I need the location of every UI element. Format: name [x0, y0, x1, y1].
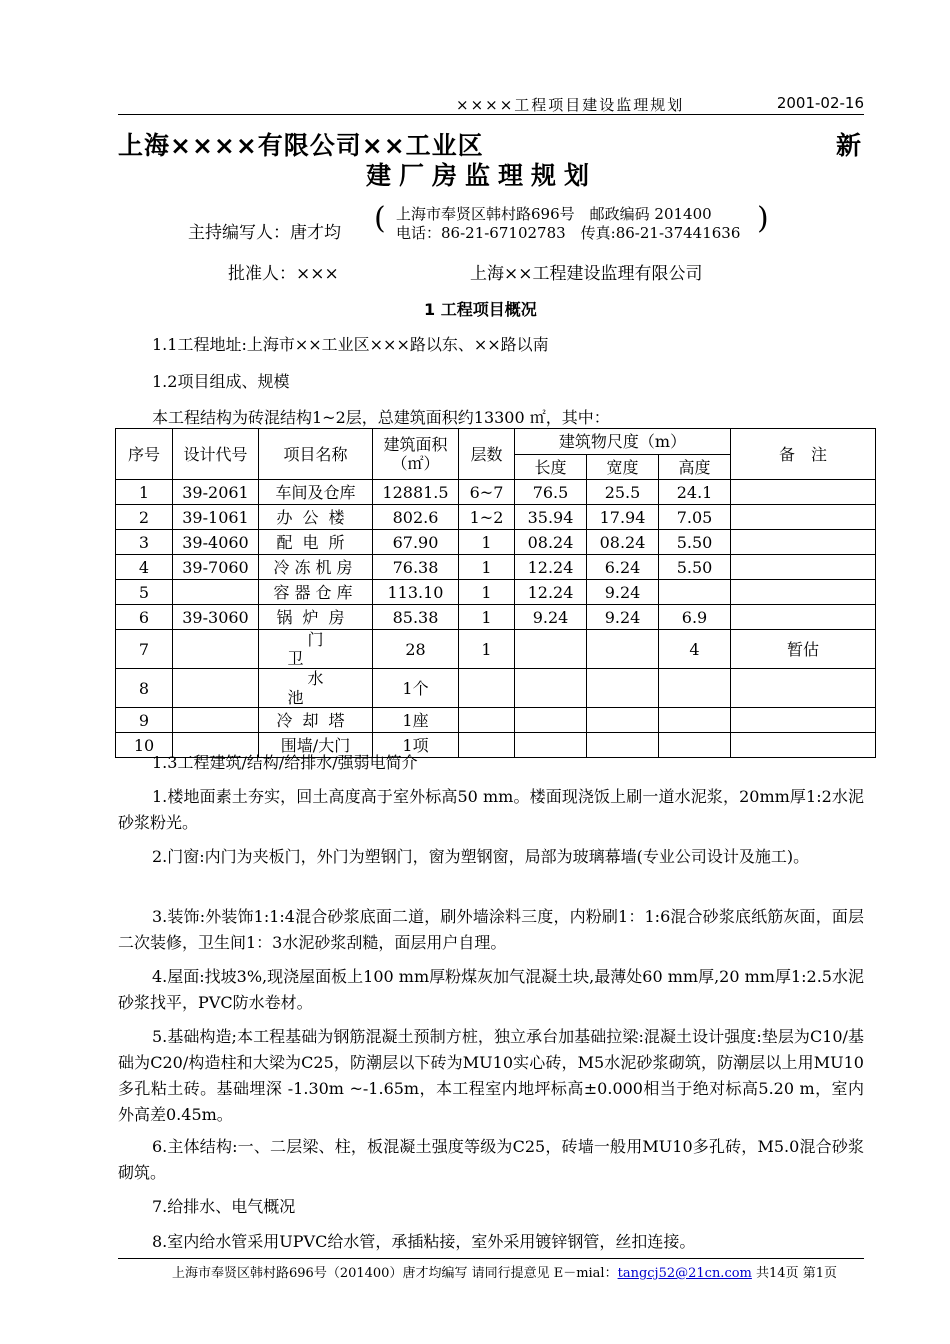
cell-length: 12.24	[515, 580, 587, 605]
cell-no: 9	[116, 708, 173, 733]
th-area: 建筑面积（㎡）	[373, 429, 459, 480]
para-plumbing: 7.给排水、电气概况	[152, 1197, 296, 1216]
cell-length	[515, 630, 587, 669]
cell-height: 5.50	[659, 530, 731, 555]
para-decoration: 3.装饰:外装饰1:1:4混合砂浆底面二道，刷外墙涂料三度，内粉刷1：1:6混合砂浆底纸筋灰面，面层二次装修，卫生间1：3水泥砂浆刮糙，面层用户自理。	[118, 907, 864, 952]
section-heading-1: 1 工程项目概况	[424, 300, 537, 319]
cell-floors: 6~7	[459, 480, 515, 505]
cell-width	[587, 630, 659, 669]
cell-height: 4	[659, 630, 731, 669]
cell-code: 39-1061	[173, 505, 259, 530]
project-composition: 1.2项目组成、规模	[152, 372, 290, 391]
cell-name: 门卫	[259, 630, 373, 669]
cell-length: 35.94	[515, 505, 587, 530]
cell-code	[173, 580, 259, 605]
cell-remark	[731, 733, 876, 758]
cell-remark	[731, 530, 876, 555]
doc-title-line1-tail: 新	[836, 131, 862, 160]
table-row	[116, 480, 876, 505]
cell-name: 冷却塔	[259, 708, 373, 733]
cell-height: 5.50	[659, 555, 731, 580]
cell-no: 1	[116, 480, 173, 505]
author-label: 主持编写人：唐才均	[188, 223, 341, 243]
cell-code: 39-3060	[173, 605, 259, 630]
cell-width: 17.94	[587, 505, 659, 530]
cell-length	[515, 669, 587, 708]
author-contact: 电话：86-21-67102783 传真:86-21-37441636	[396, 224, 741, 242]
cell-floors: 1	[459, 580, 515, 605]
para-floor: 1.楼地面素土夯实，回土高度高于室外标高50 mm。楼面现浇饭上刷一道水泥浆，20mm厚1:2水泥砂浆粉光。	[118, 787, 864, 832]
cell-name: 办公楼	[259, 505, 373, 530]
cell-height	[659, 669, 731, 708]
cell-remark	[731, 669, 876, 708]
project-table	[115, 428, 876, 758]
cell-name: 冷冻机房	[259, 555, 373, 580]
project-address: 1.1工程地址:上海市××工业区×××路以东、××路以南	[152, 335, 549, 354]
cell-width: 9.24	[587, 605, 659, 630]
cell-length: 12.24	[515, 555, 587, 580]
header-date: 2001-02-16	[776, 94, 864, 112]
doc-title-line1: 上海××××有限公司××工业区	[118, 131, 484, 160]
cell-no: 7	[116, 630, 173, 669]
section-heading-1-3: 1.3工程建筑/结构/给排水/强弱电简介	[152, 753, 418, 772]
author-address: 上海市奉贤区韩村路696号 邮政编码 201400	[396, 205, 712, 223]
cell-floors: 1	[459, 555, 515, 580]
table-row	[116, 580, 876, 605]
th-no: 序号	[116, 429, 173, 480]
cell-area: 76.38	[373, 555, 459, 580]
cell-code	[173, 708, 259, 733]
cell-code	[173, 630, 259, 669]
cell-area: 1个	[373, 669, 459, 708]
cell-name: 围墙/大门	[259, 733, 373, 758]
cell-height	[659, 733, 731, 758]
table-row	[116, 605, 876, 630]
cell-floors	[459, 733, 515, 758]
cell-height: 6.9	[659, 605, 731, 630]
cell-floors: 1	[459, 605, 515, 630]
footer-email-link[interactable]: tangcj52@21cn.com	[617, 1266, 752, 1281]
th-width: 宽度	[587, 455, 659, 480]
cell-height	[659, 580, 731, 605]
table-row	[116, 530, 876, 555]
cell-remark: 暂估	[731, 630, 876, 669]
page-footer	[172, 1262, 837, 1281]
cell-area: 28	[373, 630, 459, 669]
para-structure: 6.主体结构:一、二层梁、柱，板混凝土强度等级为C25，砖墙一般用MU10多孔砖，M5.0混合砂浆砌筑。	[118, 1137, 864, 1182]
left-paren: (	[374, 201, 386, 236]
th-length: 长度	[515, 455, 587, 480]
cell-no: 10	[116, 733, 173, 758]
th-name: 项目名称	[259, 429, 373, 480]
cell-name: 锅炉房	[259, 605, 373, 630]
cell-width	[587, 708, 659, 733]
cell-no: 8	[116, 669, 173, 708]
cell-name: 水池	[259, 669, 373, 708]
cell-remark	[731, 555, 876, 580]
cell-no: 3	[116, 530, 173, 555]
cell-code: 39-2061	[173, 480, 259, 505]
cell-area: 85.38	[373, 605, 459, 630]
cell-length: 08.24	[515, 530, 587, 555]
cell-code	[173, 669, 259, 708]
cell-area: 1项	[373, 733, 459, 758]
cell-floors: 1	[459, 530, 515, 555]
cell-floors	[459, 669, 515, 708]
cell-area: 1座	[373, 708, 459, 733]
table-row	[116, 708, 876, 733]
doc-title-line2: 建厂房监理规划	[366, 161, 598, 190]
header-title: ××××工程项目建设监理规划	[456, 96, 685, 114]
company-name: 上海××工程建设监理有限公司	[470, 264, 703, 284]
para-foundation: 5.基础构造;本工程基础为钢筋混凝土预制方桩，独立承台加基础拉梁:混凝土设计强度:垫层为C10/基础为C20/构造柱和大梁为C25，防潮层以下砖为MU10实心砖，M5水泥砂浆砌筑，防潮层以上用MU10多孔粘土砖。基础埋深 -1.30m ~-1.65m，本工程室内地坪标高±0.000相当于绝对标高5.20 m，室内外高差0.45m。	[118, 1027, 864, 1124]
cell-area: 67.90	[373, 530, 459, 555]
cell-no: 4	[116, 555, 173, 580]
table-row	[116, 505, 876, 530]
approver: 批准人：×××	[228, 264, 339, 284]
cell-remark	[731, 480, 876, 505]
footer-text: 上海市奉贤区韩村路696号（201400）唐才均编写 请同行提意见 E－mial：	[172, 1266, 618, 1281]
para-doors: 2.门窗:内门为夹板门，外门为塑钢门，窗为塑钢窗，局部为玻璃幕墙(专业公司设计及施工)。	[152, 847, 810, 866]
cell-area: 12881.5	[373, 480, 459, 505]
th-dims: 建筑物尺度（m）	[515, 429, 731, 455]
table-row	[116, 555, 876, 580]
footer-pages: 共14页 第1页	[751, 1266, 837, 1281]
cell-no: 2	[116, 505, 173, 530]
cell-code: 39-4060	[173, 530, 259, 555]
th-height: 高度	[659, 455, 731, 480]
cell-remark	[731, 505, 876, 530]
cell-area: 113.10	[373, 580, 459, 605]
cell-no: 5	[116, 580, 173, 605]
cell-area: 802.6	[373, 505, 459, 530]
cell-floors: 1~2	[459, 505, 515, 530]
cell-length	[515, 708, 587, 733]
cell-floors	[459, 708, 515, 733]
th-floors: 层数	[459, 429, 515, 480]
footer-divider	[118, 1258, 864, 1259]
cell-width: 08.24	[587, 530, 659, 555]
para-pipes: 8.室内给水管采用UPVC给水管，承插粘接，室外采用镀锌钢管，丝扣连接。	[152, 1232, 696, 1251]
cell-no: 6	[116, 605, 173, 630]
cell-remark	[731, 605, 876, 630]
th-code: 设计代号	[173, 429, 259, 480]
cell-width	[587, 733, 659, 758]
cell-length: 9.24	[515, 605, 587, 630]
table-row	[116, 669, 876, 708]
para-roof: 4.屋面:找坡3%,现浇屋面板上100 mm厚粉煤灰加气混凝土块,最薄处60 mm厚,20 mm厚1:2.5水泥砂浆找平，PVC防水卷材。	[118, 967, 864, 1012]
cell-height	[659, 708, 731, 733]
cell-name: 容器仓库	[259, 580, 373, 605]
cell-width: 6.24	[587, 555, 659, 580]
cell-length: 76.5	[515, 480, 587, 505]
th-remark: 备 注	[731, 429, 876, 480]
cell-height: 7.05	[659, 505, 731, 530]
right-paren: )	[757, 201, 769, 236]
project-intro: 本工程结构为砖混结构1~2层，总建筑面积约13300 ㎡，其中：	[152, 408, 610, 427]
cell-remark	[731, 580, 876, 605]
cell-length	[515, 733, 587, 758]
table-row	[116, 630, 876, 669]
cell-remark	[731, 708, 876, 733]
cell-name: 配电所	[259, 530, 373, 555]
cell-width: 9.24	[587, 580, 659, 605]
cell-code: 39-7060	[173, 555, 259, 580]
cell-height: 24.1	[659, 480, 731, 505]
cell-floors: 1	[459, 630, 515, 669]
cell-name: 车间及仓库	[259, 480, 373, 505]
cell-width: 25.5	[587, 480, 659, 505]
page-header	[118, 92, 864, 115]
cell-width	[587, 669, 659, 708]
